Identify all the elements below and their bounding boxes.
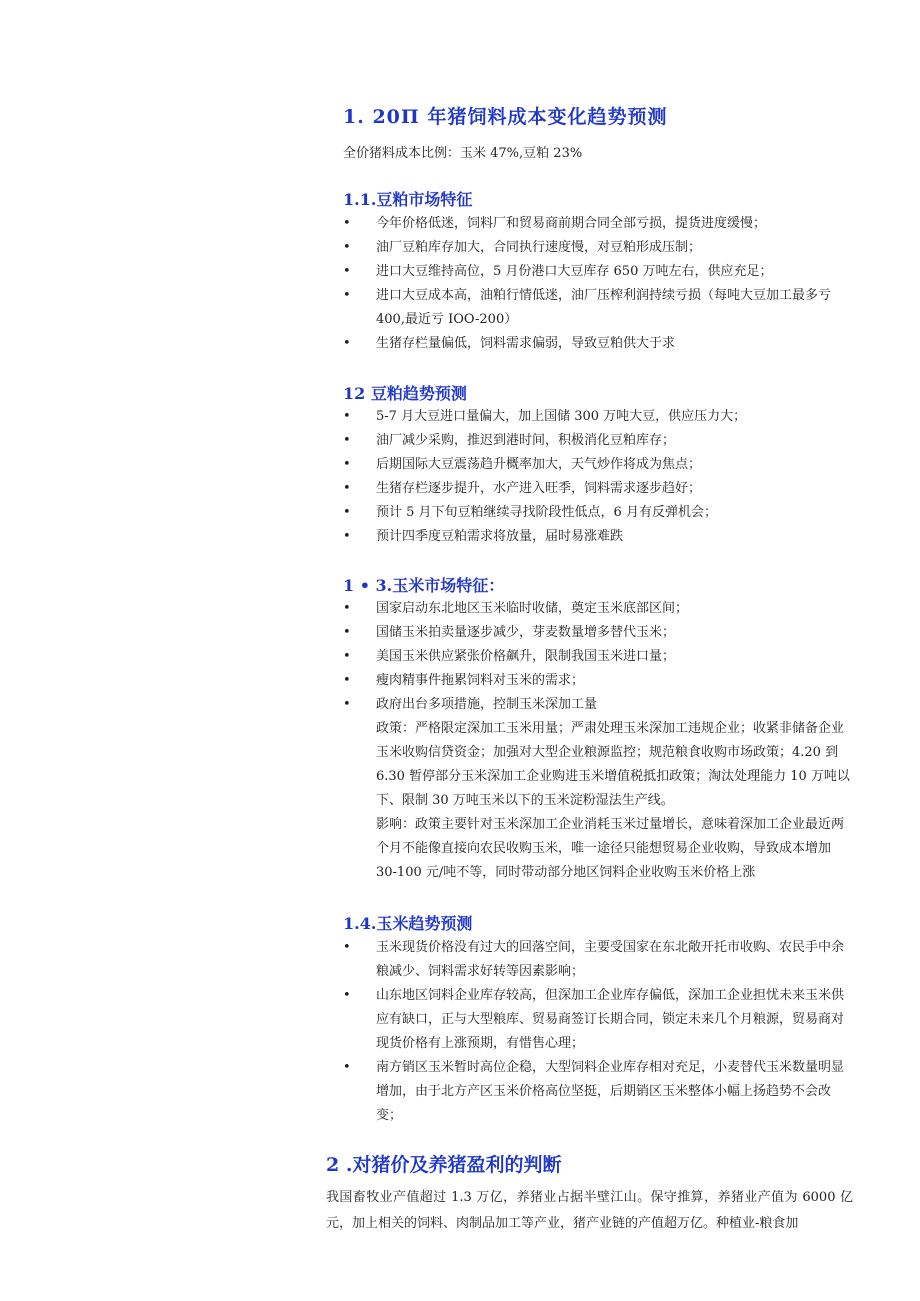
list-item: • 油厂减少采购，推迟到港时间，积极消化豆粕库存； [343, 429, 853, 453]
policy-text: 政策：严格限定深加工玉米用量；严肃处理玉米深加工违规企业；收紧非储备企业玉米收购信贷资金；加强对大型企业粮源监控；规范粮食收购市场政策；4.20 到 6.30 暂停部分玉米深加工企业购进玉米增值税抵扣政策；淘汰处理能力 10 万吨以下、限制 30 万吨玉米以下的玉米淀粉湿法生产线。 [376, 721, 850, 808]
list-item: • 5-7 月大豆进口量偏大，加上国储 300 万吨大豆，供应压力大； [343, 405, 853, 429]
list-item: • 美国玉米供应紧张价格飙升，限制我国玉米进口量； [343, 645, 853, 669]
list-item: • 生猪存栏逐步提升，水产进入旺季，饲料需求逐步趋好； [343, 477, 853, 501]
section-1-3-list [343, 597, 853, 885]
cost-ratio-text: 全价猪料成本比例：玉米 47%,豆粕 23% [343, 146, 583, 161]
bullet-icon: • [343, 1060, 351, 1075]
bullet-icon: • [343, 433, 351, 448]
bullet-icon: • [343, 336, 351, 351]
bullet-icon: • [343, 505, 351, 520]
bullet-icon: • [343, 457, 351, 472]
bullet-icon: • [343, 409, 351, 424]
section-1-title: 1. 20П 年猪饲料成本变化趋势预测 [343, 106, 668, 128]
bullet-icon: • [343, 673, 351, 688]
bullet-icon: • [343, 529, 351, 544]
list-item: • 油厂豆粕库存加大，合同执行速度慢，对豆粕形成压制； [343, 236, 853, 260]
bullet-icon: • [343, 649, 351, 664]
bullet-icon: • [343, 216, 351, 231]
list-item: • 预计四季度豆粕需求将放量，届时易涨难跌 [343, 525, 853, 549]
section-1-3-title: 1 • 3.玉米市场特征： [343, 576, 505, 595]
list-item: • 后期国际大豆震荡趋升概率加大，天气炒作将成为焦点； [343, 453, 853, 477]
section-1-4-title: 1.4.玉米趋势预测 [343, 914, 473, 933]
bullet-icon: • [343, 940, 351, 955]
bullet-icon: • [343, 697, 351, 712]
section-2-title: 2 .对猪价及养猪盈利的判断 [326, 1154, 562, 1176]
list-item: • 进口大豆维持高位，5 月份港口大豆库存 650 万吨左右，供应充足； [343, 260, 853, 284]
list-item: • 预计 5 月下旬豆粕继续寻找阶段性低点，6 月有反弹机会； [343, 501, 853, 525]
list-item: • 生猪存栏量偏低，饲料需求偏弱，导致豆粕供大于求 [343, 332, 853, 356]
section-1-2-list [343, 405, 853, 549]
section-1-2-title: 12 豆粕趋势预测 [343, 384, 467, 403]
section-2-paragraph: 我国畜牧业产值超过 1.3 万亿，养猪业占据半壁江山。保守推算，养猪业产值为 6000 亿元，加上相关的饲料、肉制品加工等产业，猪产业链的产值超万亿。种植业-粮食加 [326, 1190, 853, 1231]
list-item: • 瘦肉精事件拖累饲料对玉米的需求； [343, 669, 853, 693]
section-1-4-list [343, 936, 853, 1128]
bullet-icon: • [343, 988, 351, 1003]
list-item: • 今年价格低迷，饲料厂和贸易商前期合同全部亏损，提货进度缓慢； [343, 212, 853, 236]
bullet-icon: • [343, 601, 351, 616]
section-1-1-list [343, 212, 853, 356]
bullet-icon: • [343, 481, 351, 496]
list-item: • 南方销区玉米暂时高位企稳，大型饲料企业库存相对充足，小麦替代玉米数量明显增加，由于北方产区玉米价格高位坚挺，后期销区玉米整体小幅上扬趋势不会改变； [343, 1056, 853, 1128]
list-item: • 国储玉米拍卖量逐步减少，芽麦数量增多替代玉米； [343, 621, 853, 645]
list-item: • 山东地区饲料企业库存较高，但深加工企业库存偏低，深加工企业担忧未来玉米供应有缺口，正与大型粮库、贸易商签订长期合同，锁定未来几个月粮源，贸易商对现货价格有上涨预期，有惜售心理； [343, 984, 853, 1056]
list-item: • 国家启动东北地区玉米临时收储，奠定玉米底部区间； [343, 597, 853, 621]
list-item: • 政府出台多项措施，控制玉米深加工量 政策：严格限定深加工玉米用量；严肃处理玉米深加工违规企业；收紧非储备企业玉米收购信贷资金；加强对大型企业粮源监控；规范粮食收购市场政策；4.20 到 6.30 暂停部分玉米深加工企业购进玉米增值税抵扣政策；淘汰处理能力 10 万吨以下、限制 30 万吨玉米以下的玉米淀粉湿法生产线。 影响：政策主要针对玉米深加工企业消耗玉米过量增长，意味着深加工企业最近两个月不能像直接向农民收购玉米，唯一途径只能想贸易企业收购，导致成本增加 30-100 元/吨不等，同时带动部分地区饲料企业收购玉米价格上涨 [343, 693, 853, 885]
section-1-1-title: 1.1.豆粕市场特征 [343, 190, 473, 209]
bullet-icon: • [343, 264, 351, 279]
list-item: • 玉米现货价格没有过大的回落空间，主要受国家在东北敞开托市收购、农民手中余粮减少、饲料需求好转等因素影响； [343, 936, 853, 984]
bullet-icon: • [343, 288, 351, 303]
bullet-icon: • [343, 240, 351, 255]
bullet-icon: • [343, 625, 351, 640]
impact-text: 影响：政策主要针对玉米深加工企业消耗玉米过量增长，意味着深加工企业最近两个月不能像直接向农民收购玉米，唯一途径只能想贸易企业收购，导致成本增加 30-100 元/吨不等，同时带动部分地区饲料企业收购玉米价格上涨 [376, 817, 845, 880]
list-item: • 进口大豆成本高，油粕行情低迷，油厂压榨利润持续亏损（每吨大豆加工最多亏 400,最近亏 IOO-200） [343, 284, 853, 332]
